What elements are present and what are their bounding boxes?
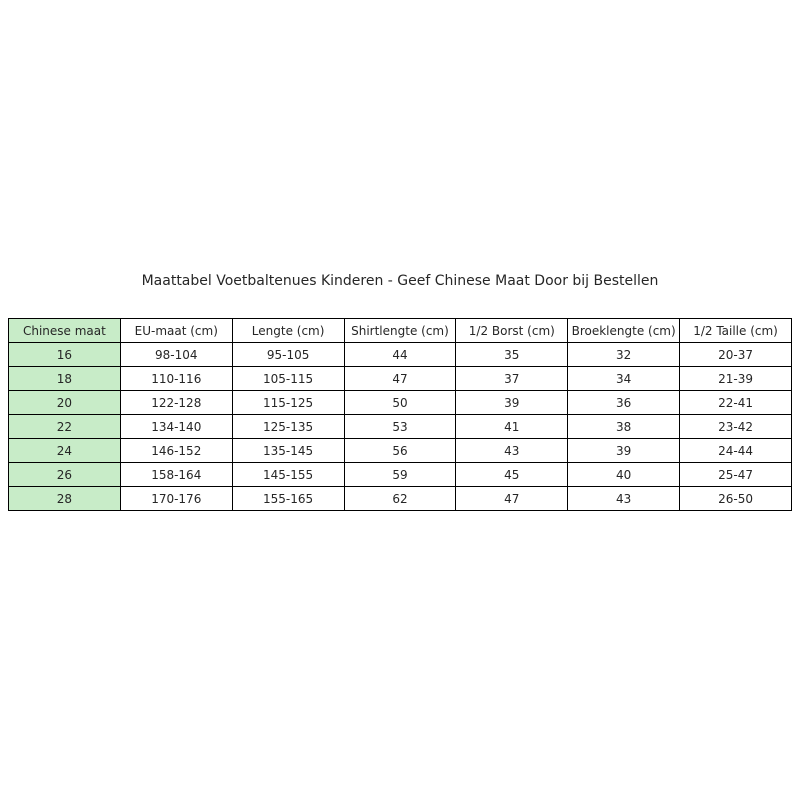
data-cell: 40: [568, 463, 680, 487]
data-cell: 110-116: [120, 367, 232, 391]
data-cell: 43: [456, 439, 568, 463]
data-cell: 115-125: [232, 391, 344, 415]
data-cell: 53: [344, 415, 456, 439]
table-header-row: [9, 319, 792, 343]
data-cell: 135-145: [232, 439, 344, 463]
column-header-halve-taille: 1/2 Taille (cm): [680, 319, 792, 343]
data-cell: 23-42: [680, 415, 792, 439]
table-row: [9, 367, 792, 391]
table-body: [9, 343, 792, 511]
data-cell: 22-41: [680, 391, 792, 415]
row-header-cell: 26: [9, 463, 121, 487]
data-cell: 62: [344, 487, 456, 511]
data-cell: 37: [456, 367, 568, 391]
data-cell: 24-44: [680, 439, 792, 463]
data-cell: 56: [344, 439, 456, 463]
column-header-shirtlengte: Shirtlengte (cm): [344, 319, 456, 343]
table-row: [9, 439, 792, 463]
data-cell: 50: [344, 391, 456, 415]
column-header-eu-maat: EU-maat (cm): [120, 319, 232, 343]
data-cell: 146-152: [120, 439, 232, 463]
data-cell: 21-39: [680, 367, 792, 391]
row-header-cell: 22: [9, 415, 121, 439]
data-cell: 34: [568, 367, 680, 391]
data-cell: 95-105: [232, 343, 344, 367]
row-header-cell: 24: [9, 439, 121, 463]
column-header-chinese-maat: Chinese maat: [9, 319, 121, 343]
table-row: [9, 391, 792, 415]
data-cell: 122-128: [120, 391, 232, 415]
data-cell: 105-115: [232, 367, 344, 391]
table-head: [9, 319, 792, 343]
data-cell: 39: [568, 439, 680, 463]
data-cell: 41: [456, 415, 568, 439]
data-cell: 98-104: [120, 343, 232, 367]
table-row: [9, 463, 792, 487]
table-row: [9, 343, 792, 367]
row-header-cell: 18: [9, 367, 121, 391]
column-header-broeklengte: Broeklengte (cm): [568, 319, 680, 343]
data-cell: 158-164: [120, 463, 232, 487]
data-cell: 145-155: [232, 463, 344, 487]
data-cell: 20-37: [680, 343, 792, 367]
data-cell: 44: [344, 343, 456, 367]
column-header-lengte: Lengte (cm): [232, 319, 344, 343]
data-cell: 47: [344, 367, 456, 391]
data-cell: 155-165: [232, 487, 344, 511]
data-cell: 47: [456, 487, 568, 511]
data-cell: 38: [568, 415, 680, 439]
row-header-cell: 28: [9, 487, 121, 511]
chart-title: Maattabel Voetbaltenues Kinderen - Geef Chinese Maat Door bij Bestellen: [141, 273, 659, 289]
data-cell: 35: [456, 343, 568, 367]
table-row: [9, 487, 792, 511]
data-cell: 125-135: [232, 415, 344, 439]
data-cell: 32: [568, 343, 680, 367]
row-header-cell: 20: [9, 391, 121, 415]
data-cell: 170-176: [120, 487, 232, 511]
column-header-halve-borst: 1/2 Borst (cm): [456, 319, 568, 343]
data-cell: 59: [344, 463, 456, 487]
row-header-cell: 16: [9, 343, 121, 367]
data-cell: 36: [568, 391, 680, 415]
size-table: [8, 318, 792, 511]
table-row: [9, 415, 792, 439]
data-cell: 43: [568, 487, 680, 511]
data-cell: 134-140: [120, 415, 232, 439]
data-cell: 39: [456, 391, 568, 415]
data-cell: 25-47: [680, 463, 792, 487]
data-cell: 26-50: [680, 487, 792, 511]
data-cell: 45: [456, 463, 568, 487]
